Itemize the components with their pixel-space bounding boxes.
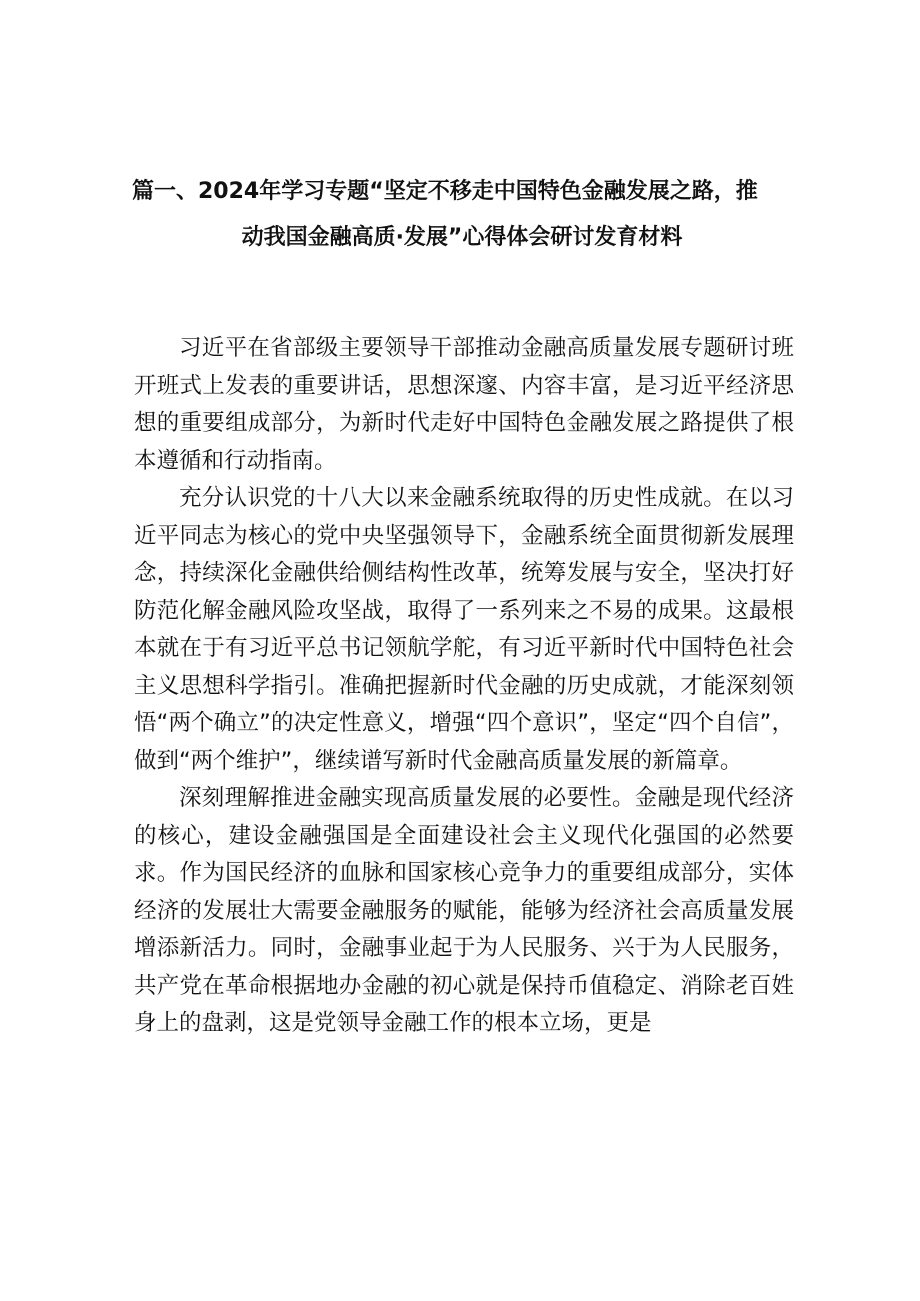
paragraph-2: 充分认识党的十八大以来金融系统取得的历史性成就。在以习近平同志为核心的党中央坚强领导下，金融系统全面贯彻新发展理念，持续深化金融供给侧结构性改革，统筹发展与安全，坚决打好防范化解金融风险攻坚战，取得了一系列来之不易的成果。这最根本就在于有习近平总书记领航学舵，有习近平新时代中国特色社会主义思想科学指引。准确把握新时代金融的历史成就，才能深刻领悟“两个确立”的决定性意义，增强“四个意识”，坚定“四个自信”，做到“两个维护”，继续谱写新时代金融高质量发展的新篇章。	[134, 485, 794, 774]
paragraph-1: 习近平在省部级主要领导干部推动金融高质量发展专题研讨班开班式上发表的重要讲话，思想深邃、内容丰富，是习近平经济思想的重要组成部分，为新时代走好中国特色金融发展之路提供了根本遵循和行动指南。	[134, 335, 794, 474]
paragraph-3: 深刻理解推进金融实现高质量发展的必要性。金融是现代经济的核心，建设金融强国是全面建设社会主义现代化强国的必然要求。作为国民经济的血脉和国家核心竞争力的重要组成部分，实体经济的发展壮大需要金融服务的赋能，能够为经济社会高质量发展增添新活力。同时，金融事业起于为人民服务、兴于为人民服务，共产党在革命根据地办金融的初心就是保持币值稳定、消除老百姓身上的盘剥，这是党领导金融工作的根本立场，更是	[134, 785, 794, 1036]
document-body	[134, 330, 794, 1043]
title-line-1: 篇一、2024年学习专题“坚定不移走中国特色金融发展之路，推	[132, 179, 758, 204]
title-line-2: 动我国金融高质·发展”心得体会研讨发育材料	[241, 225, 683, 250]
document-title	[132, 170, 792, 260]
